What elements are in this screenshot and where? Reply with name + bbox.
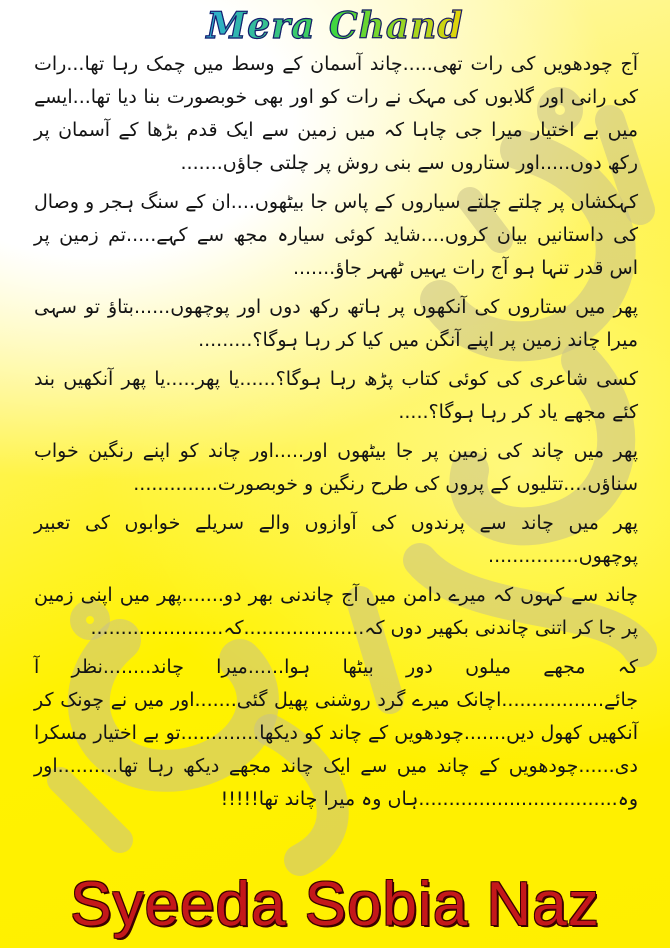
author-signature: Syeeda Sobia Naz — [70, 870, 600, 939]
story-paragraph: پھر میں چاند کی زمین پر جا بیٹھوں اور.....اور چاند کو اپنے رنگین خواب سناؤں....تتلیوں کے پروں کی طرح رنگین و خوبصورت.............. — [34, 440, 638, 495]
story-paragraph: کہکشاں پر چلتے چلتے سیاروں کے پاس جا بیٹھوں....ان کے سنگ ہجر و وصال کی داستانیں بیان کروں....شاید کوئی سیارہ مجھ سے کہے.....تم زمین پر اس قدر تنہا ہو آج رات یہیں ٹھہر جاؤ....... — [34, 191, 638, 279]
story-body — [34, 48, 638, 856]
story-paragraph: کسی شاعری کی کوئی کتاب پڑھ رہا ہوگا؟......یا پھر.....یا پھر آنکھیں بند کئے مجھے یاد کر رہا ہوگا؟..... — [34, 368, 638, 423]
story-paragraph: آج چودھویں کی رات تھی.....چاند آسمان کے وسط میں چمک رہا تھا...رات کی رانی اور گلابوں کی مہک نے رات کو اور بھی خوبصورت بنا دیا تھا...ایسے میں بے اختیار میرا جی چاہا کہ میں زمین سے ایک قدم بڑھا کے آسمان پر رکھ دوں.....اور ستاروں سے بنی روش پر چلتی جاؤں....... — [34, 53, 638, 174]
page-title: Mera Chand — [0, 4, 670, 48]
story-paragraph: کہ مجھے میلوں دور بیٹھا ہوا......میرا چاند........نظر آ جائے.................اچانک میرے گرد روشنی پھیل گئی.......اور میں نے چونک کر آنکھیں کھول دیں.......چودھویں کے چاند کو دیکھا.............تو بے اختیار مسکرا دی......چودھویں کے چاند میں سے ایک چاند مجھے دیکھ رہا تھا..........اور وہ.................................ہاں وہ میرا چاند تھا!!!!! — [34, 656, 638, 810]
story-paragraph: پھر میں ستاروں کی آنکھوں پر ہاتھ رکھ دوں اور پوچھوں......بتاؤ تو سہی میرا چاند زمین پر اپنے آنگن میں کیا کر رہا ہوگا؟......... — [34, 296, 638, 351]
story-paragraph: پھر میں چاند سے پرندوں کی آوازوں والے سریلے خوابوں کی تعبیر پوچھوں............... — [34, 512, 638, 567]
story-paragraph: چاند سے کہوں کہ میرے دامن میں آج چاندنی بھر دو.......پھر میں اپنی زمین پر جا کر اتنی چاندنی بکھیر دوں کہ....................کہ...................... — [34, 584, 638, 639]
